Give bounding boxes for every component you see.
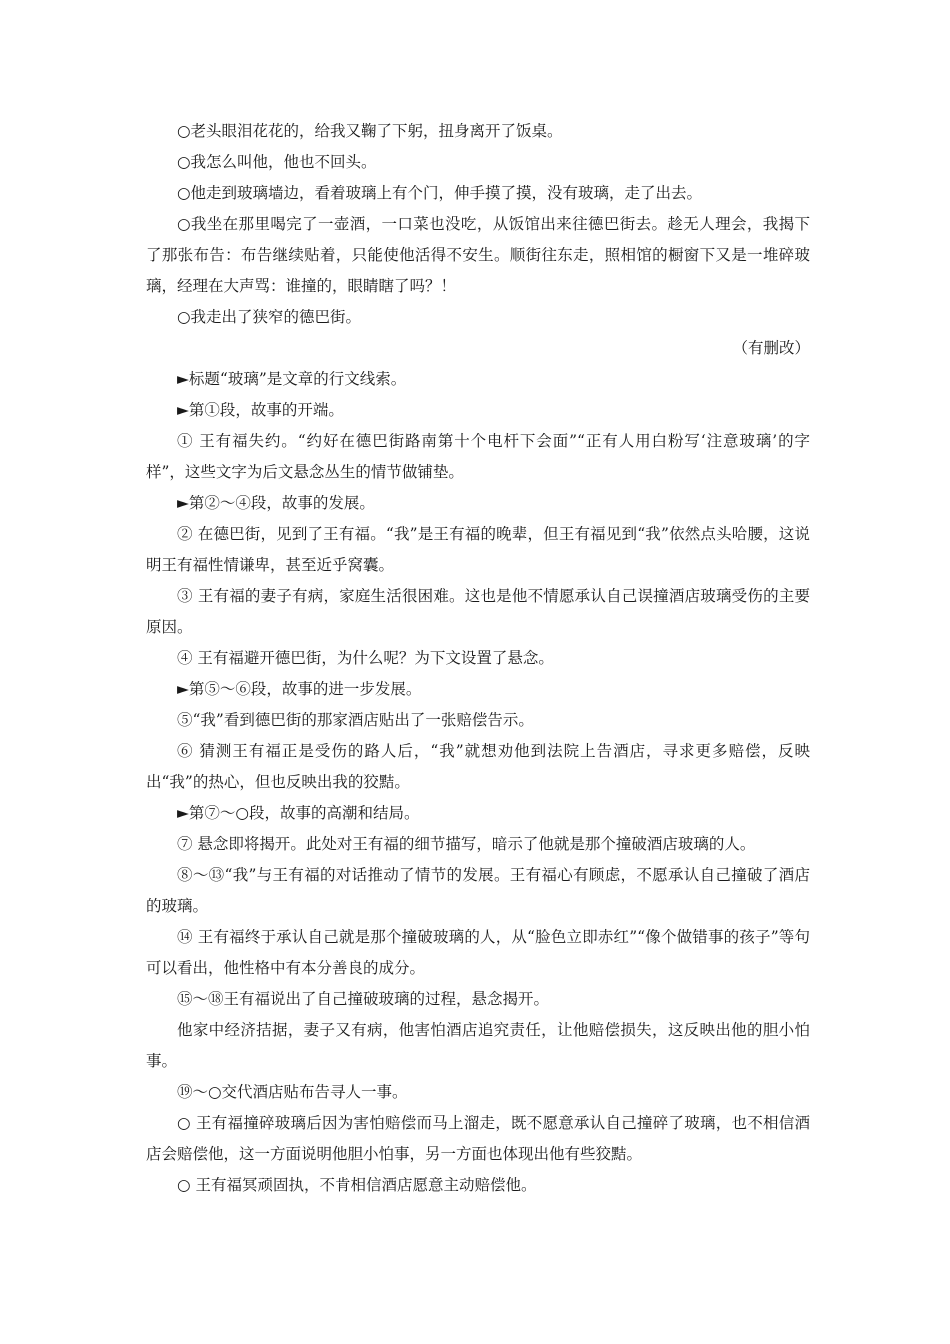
analysis-item: ○ 王有福冥顽固执，不肯相信酒店愿意主动赔偿他。 bbox=[177, 1176, 537, 1194]
analysis-heading: ►第⑦～○段，故事的高潮和结局。 bbox=[177, 804, 420, 822]
analysis-heading: ►标题“玻璃”是文章的行文线索。 bbox=[177, 370, 407, 388]
analysis-item: ③ 王有福的妻子有病，家庭生活很困难。这也是他不情愿承认自己误撞酒店玻璃受伤的主要原因。 bbox=[146, 587, 810, 636]
analysis-item: ○ 王有福撞碎玻璃后因为害怕赔偿而马上溜走，既不愿意承认自己撞碎了玻璃，也不相信酒店会赔偿他，这一方面说明他胆小怕事，另一方面也体现出他有些狡黠。 bbox=[146, 1114, 810, 1163]
analysis-item: ② 在德巴街，见到了王有福。“我”是王有福的晚辈，但王有福见到“我”依然点头哈腰，这说明王有福性情谦卑，甚至近乎窝囊。 bbox=[146, 525, 810, 574]
analysis-item: ④ 王有福避开德巴街，为什么呢？为下文设置了悬念。 bbox=[177, 649, 554, 667]
analysis-item: ⑤“我”看到德巴街的那家酒店贴出了一张赔偿告示。 bbox=[177, 711, 534, 729]
analysis-item: ⑦ 悬念即将揭开。此处对王有福的细节描写，暗示了他就是那个撞破酒店玻璃的人。 bbox=[177, 835, 756, 853]
analysis-heading: ►第⑤～⑥段，故事的进一步发展。 bbox=[177, 680, 422, 698]
analysis-item: 他家中经济拮据，妻子又有病，他害怕酒店追究责任，让他赔偿损失，这反映出他的胆小怕事。 bbox=[146, 1021, 810, 1070]
document-page bbox=[146, 116, 810, 1201]
analysis-heading: ►第②～④段，故事的发展。 bbox=[177, 494, 375, 512]
analysis-heading: ►第①段，故事的开端。 bbox=[177, 401, 344, 419]
analysis-item: ⑭ 王有福终于承认自己就是那个撞破玻璃的人，从“脸色立即赤红”“像个做错事的孩子”等句可以看出，他性格中有本分善良的成分。 bbox=[146, 928, 810, 977]
analysis-item: ① 王有福失约。“约好在德巴街路南第十个电杆下会面”“正有人用白粉写‘注意玻璃’的字样”，这些文字为后文悬念丛生的情节做铺垫。 bbox=[146, 432, 810, 481]
story-paragraph: ○我坐在那里喝完了一壶酒，一口菜也没吃，从饭馆出来往德巴街去。趁无人理会，我揭下了那张布告：布告继续贴着，只能使他活得不安生。顺街往东走，照相馆的橱窗下又是一堆碎玻璃，经理在大声骂：谁撞的，眼睛瞎了吗？！ bbox=[146, 215, 810, 295]
story-paragraph: ○老头眼泪花花的，给我又鞠了下躬，扭身离开了饭桌。 bbox=[177, 122, 563, 140]
story-paragraph: ○我怎么叫他，他也不回头。 bbox=[177, 153, 377, 171]
story-paragraph: ○我走出了狭窄的德巴街。 bbox=[177, 308, 362, 326]
analysis-item: ⑲～○交代酒店贴布告寻人一事。 bbox=[177, 1083, 408, 1101]
analysis-item: ⑮～⑱王有福说出了自己撞破玻璃的过程，悬念揭开。 bbox=[177, 990, 550, 1008]
analysis-item: ⑥ 猜测王有福正是受伤的路人后，“我”就想劝他到法院上告酒店，寻求更多赔偿，反映出“我”的热心，但也反映出我的狡黠。 bbox=[146, 742, 810, 791]
story-paragraph: ○他走到玻璃墙边，看着玻璃上有个门，伸手摸了摸，没有玻璃，走了出去。 bbox=[177, 184, 703, 202]
analysis-item: ⑧～⑬“我”与王有福的对话推动了情节的发展。王有福心有顾虑，不愿承认自己撞破了酒店的玻璃。 bbox=[146, 866, 810, 915]
source-note: （有删改） bbox=[732, 339, 810, 357]
